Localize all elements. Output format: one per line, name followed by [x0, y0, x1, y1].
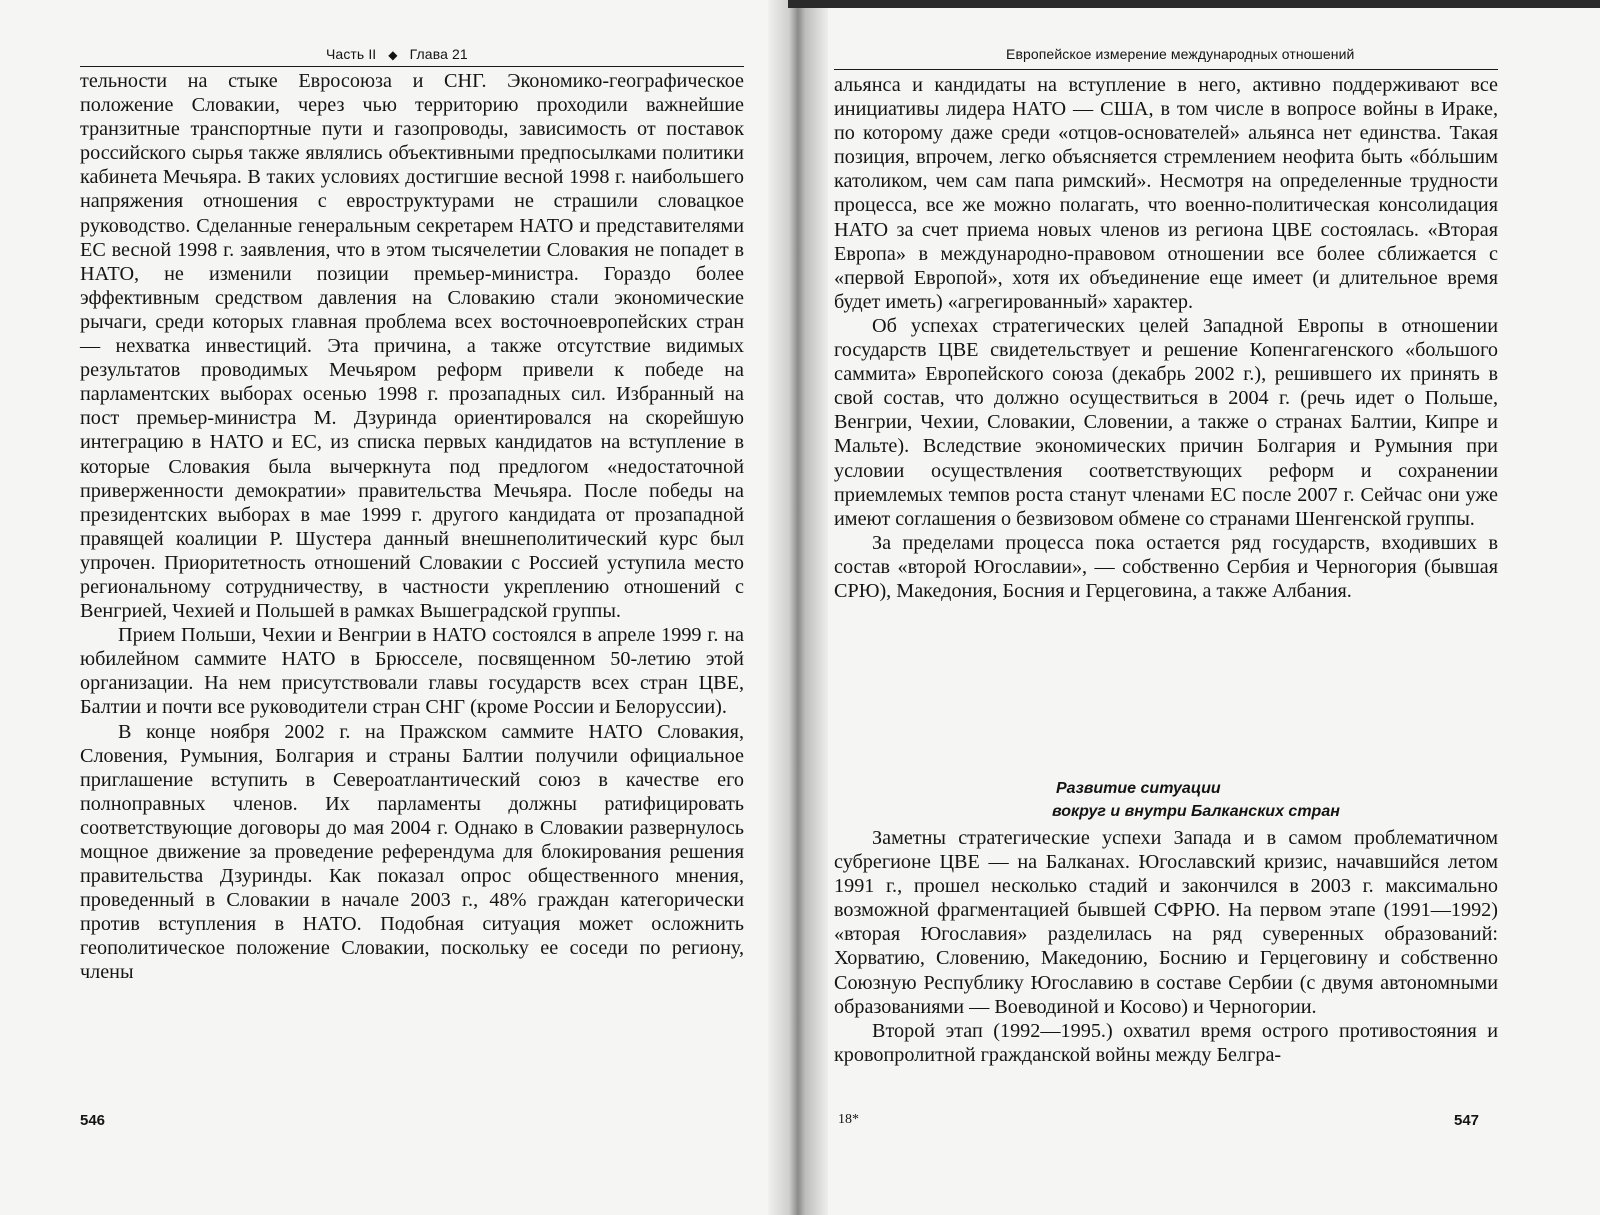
- section-title-line-1: Развитие ситуации: [1056, 780, 1221, 797]
- section-title: [1052, 777, 1340, 823]
- paragraph: Прием Польши, Чехии и Венгрии в НАТО состоялся в апреле 1999 г. на юбилейном саммите НАТО в Брюсселе, посвященном 50-летию этой организации. На нем присутствовали главы государств всех стран ЦВЕ, Балтии и почти все руководители стран СНГ (кроме России и Белоруссии).: [80, 624, 744, 719]
- left-page-number: 546: [80, 1112, 106, 1129]
- right-body-text-top: [834, 73, 1498, 603]
- section-title-line-2: вокруг и внутри Балканских стран: [1052, 803, 1340, 820]
- right-running-header: Европейское измерение международных отношений: [1006, 46, 1355, 62]
- printer-signature-mark: 18*: [838, 1112, 859, 1127]
- paragraph: альянса и кандидаты на вступление в него, активно поддерживают все инициативы лидера НАТО — США, в том числе в вопросе войны в Ираке, по которому даже среди «отцов-основателей» альянса нет единства. Такая позиция, впрочем, легко объясняется стремлением неофита быть «бóльшим католиком, чем сам папа римский». Несмотря на определенные трудности процесса, все же можно полагать, что военно-политическая консолидация НАТО за счет приема новых членов из региона ЦВЕ состоялась. «Вторая Европа» в международно-правовом отношении все более сближается с «первой Европой», хотя их объединение еще имеет (и длительное время будет иметь) «агрегированный» характер.: [834, 74, 1498, 313]
- header-part: Часть II: [326, 46, 377, 62]
- header-separator-icon: ◆: [388, 48, 398, 62]
- paragraph: Заметны стратегические успехи Запада и в самом проблематичном субрегионе ЦВЕ — на Балканах. Югославский кризис, начавшийся летом 1991 г., прошел несколько стадий и закончился в 2003 г. максимально возможной фрагментацией бывшей СФРЮ. На первом этапе (1991—1992) «вторая Югославия» разделилась на ряд суверенных образований: Хорватию, Словению, Македонию, Боснию и Герцеговину и собственно Союзную Республику Югославию в составе Сербии (с двумя автономными образованиями — Воеводиной и Косово) и Черногории.: [834, 827, 1498, 1018]
- right-body-text-bottom: [834, 826, 1498, 1067]
- left-header-rule: [80, 66, 744, 67]
- scan-edge: [788, 0, 1600, 8]
- paragraph: Второй этап (1992—1995.) охватил время острого противостояния и кровопролитной гражданской войны между Белгра-: [834, 1019, 1498, 1066]
- left-running-header: [326, 46, 468, 62]
- paragraph: тельности на стыке Евросоюза и СНГ. Экономико-географическое положение Словакии, через чью территорию проходили важнейшие транзитные транспортные пути и газопроводы, зависимость от поставок российского сырья также являлись объективными предпосылками политики кабинета Мечьяра. В таких условиях достигшие весной 1998 г. наибольшего напряжения отношения с евроструктурами не страшили словацкое руководство. Сделанные генеральным секретарем НАТО и представителями ЕС весной 1998 г. заявления, что в этом тысячелетии Словакия не попадет в НАТО, не изменили позиции премьер-министра. Гораздо более эффективным средством давления на Словакию стали экономические рычаги, среди которых главная проблема всех восточноевропейских стран — нехватка инвестиций. Эта причина, а также отсутствие видимых результатов проводимых Мечьяром реформ привели к победе на парламентских выборах осенью 1998 г. прозападных сил. Избранный на пост премьер-министра М. Дзуринда ориентировался на скорейшую интеграцию в НАТО и ЕС, из списка первых кандидатов на вступление в которые Словакия была вычеркнута под предлогом «недостаточной приверженности демократии» правительства Мечьяра. После победы на президентских выборах в мае 1999 г. другого кандидата от прозападной правящей коалиции Р. Шустера данный внешнеполитический курс был упрочен. Приоритетность отношений Словакии с Россией уступила место региональному сотрудничеству, в частности укреплению отношений с Венгрией, Чехией и Польшей в рамках Вышеградской группы.: [80, 70, 744, 623]
- paragraph: В конце ноября 2002 г. на Пражском саммите НАТО Словакия, Словения, Румыния, Болгария и страны Балтии получили официальное приглашение вступить в Североатлантический союз в качестве его полноправных членов. Их парламенты должны ратифицировать соответствующие договоры до мая 2004 г. Однако в Словакии развернулось мощное движение за проведение референдума для блокирования решения правительства Дзуринды. Как показал опрос общественного мнения, проведенный в Словакии в начале 2003 г., 48% граждан категорически против вступления в НАТО. Подобная ситуация может осложнить геополитическое положение Словакии, поскольку ее соседи по региону, члены: [80, 720, 744, 984]
- book-gutter: [768, 0, 828, 1215]
- paragraph: За пределами процесса пока остается ряд государств, входивших в состав «второй Югославии», — собственно Сербия и Черногория (бывшая СРЮ), Македония, Босния и Герцеговина, а также Албания.: [834, 531, 1498, 602]
- header-chapter: Глава 21: [409, 46, 468, 62]
- paragraph: Об успехах стратегических целей Западной Европы в отношении государств ЦВЕ свидетельствует и решение Копенгагенского «большого саммита» Европейского союза (декабрь 2002 г.), решившего их принять в свой состав, что должно осуществиться в 2004 г. (речь идет о Польше, Венгрии, Чехии, Словакии, Словении, а также о странах Балтии, Кипре и Мальте). Вследствие экономических причин Болгария и Румыния при условии осуществления соответствующих реформ и сохранении приемлемых темпов роста станут членами ЕС после 2007 г. Сейчас они уже имеют соглашения о безвизовом обмене со странами Шенгенской группы.: [834, 314, 1498, 530]
- right-header-rule: [834, 69, 1498, 70]
- left-body-text: [80, 69, 744, 985]
- right-page-number: 547: [1454, 1112, 1480, 1129]
